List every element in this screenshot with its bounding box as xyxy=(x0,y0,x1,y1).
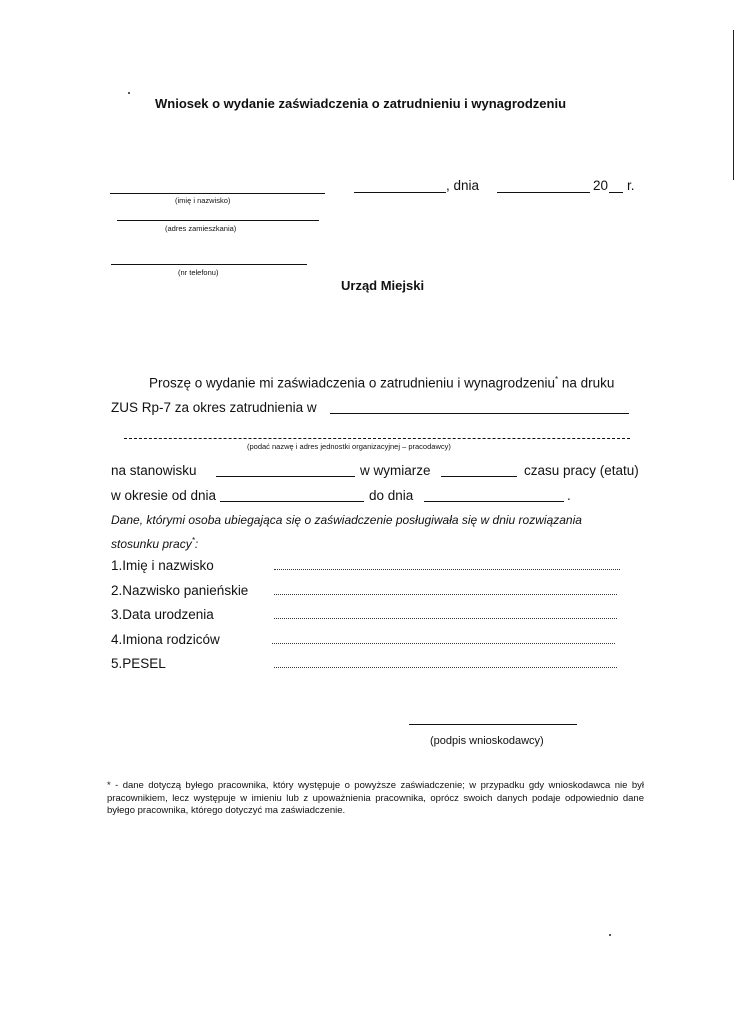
data-intro-colon: : xyxy=(194,537,199,551)
data-intro-line-2 xyxy=(111,536,198,551)
form-title: Wniosek o wydanie zaświadczenia o zatrudnieniu i wynagrodzeniu xyxy=(155,96,567,111)
wymiarze-label: w wymiarze xyxy=(360,463,431,478)
date-field-line[interactable] xyxy=(497,192,590,193)
etat-label: czasu pracy (etatu) xyxy=(524,463,639,478)
position-field-line[interactable] xyxy=(216,476,355,477)
field-label-name: 1.Imię i nazwisko xyxy=(111,558,214,573)
signature-caption: (podpis wnioskodawcy) xyxy=(430,735,544,747)
period-from-label: w okresie od dnia xyxy=(111,488,217,503)
period-from-field-line[interactable] xyxy=(220,501,364,502)
request-line-2: ZUS Rp-7 za okres zatrudnienia w xyxy=(111,400,317,415)
position-label: na stanowisku xyxy=(111,463,197,478)
address-caption: (adres zamieszkania) xyxy=(165,224,237,233)
name-caption: (imię i nazwisko) xyxy=(175,196,231,205)
name-field-line[interactable] xyxy=(110,193,325,194)
employer-caption: (podać nazwę i adres jednostki organizacyjnej – pracodawcy) xyxy=(247,442,451,451)
field-dots-parents-names[interactable] xyxy=(272,643,615,644)
year-suffix: r. xyxy=(627,178,635,193)
field-label-parents-names: 4.Imiona rodziców xyxy=(111,632,220,647)
year-prefix: 20 xyxy=(593,178,609,193)
request-line-1 xyxy=(149,375,614,391)
signature-line[interactable] xyxy=(409,724,577,725)
scan-speck xyxy=(128,92,130,94)
wymiar-field-line[interactable] xyxy=(441,476,517,477)
field-label-maiden-name: 2.Nazwisko panieńskie xyxy=(111,583,249,598)
asterisk-mark: * xyxy=(554,375,559,384)
scan-speck xyxy=(609,934,611,936)
scan-margin-rule xyxy=(733,30,734,180)
data-intro-line-1: Dane, którymi osoba ubiegająca się o zaświadczenie posługiwała się w dniu rozwiązania xyxy=(111,513,582,527)
employer-field-line-2[interactable] xyxy=(124,438,630,439)
period-end-dot: . xyxy=(567,488,571,503)
phone-caption: (nr telefonu) xyxy=(178,268,219,277)
field-dots-birth-date[interactable] xyxy=(274,618,617,619)
field-dots-maiden-name[interactable] xyxy=(274,594,617,595)
phone-field-line[interactable] xyxy=(111,264,307,265)
year-field-line[interactable] xyxy=(609,192,623,193)
place-field-line[interactable] xyxy=(354,192,446,193)
asterisk-mark: * xyxy=(191,536,195,545)
address-field-line[interactable] xyxy=(117,220,319,221)
dnia-label: , dnia xyxy=(446,178,480,193)
field-label-pesel: 5.PESEL xyxy=(111,656,166,671)
period-to-field-line[interactable] xyxy=(424,501,564,502)
footnote: * - dane dotyczą byłego pracownika, który występuje o powyższe zaświadczenie; w przypadku gdy wnioskodawca nie był pracownikiem, lecz występuje w imieniu lub z upoważnienia pracownika, oprócz swoich danych podaje odpowiednio dane byłego pracownika, którego dotyczyć ma zaświadczenie. xyxy=(107,780,644,816)
period-to-label: do dnia xyxy=(369,488,414,503)
na-druku-text: na druku xyxy=(561,375,615,391)
recipient-office: Urząd Miejski xyxy=(341,278,425,293)
field-label-birth-date: 3.Data urodzenia xyxy=(111,607,214,622)
field-dots-name[interactable] xyxy=(274,569,620,570)
request-text: Proszę o wydanie mi zaświadczenia o zatrudnieniu i wynagrodzeniu xyxy=(149,375,555,391)
field-dots-pesel[interactable] xyxy=(274,667,617,668)
data-intro-text: stosunku pracy xyxy=(111,537,192,551)
employer-field-line-1[interactable] xyxy=(330,413,629,414)
